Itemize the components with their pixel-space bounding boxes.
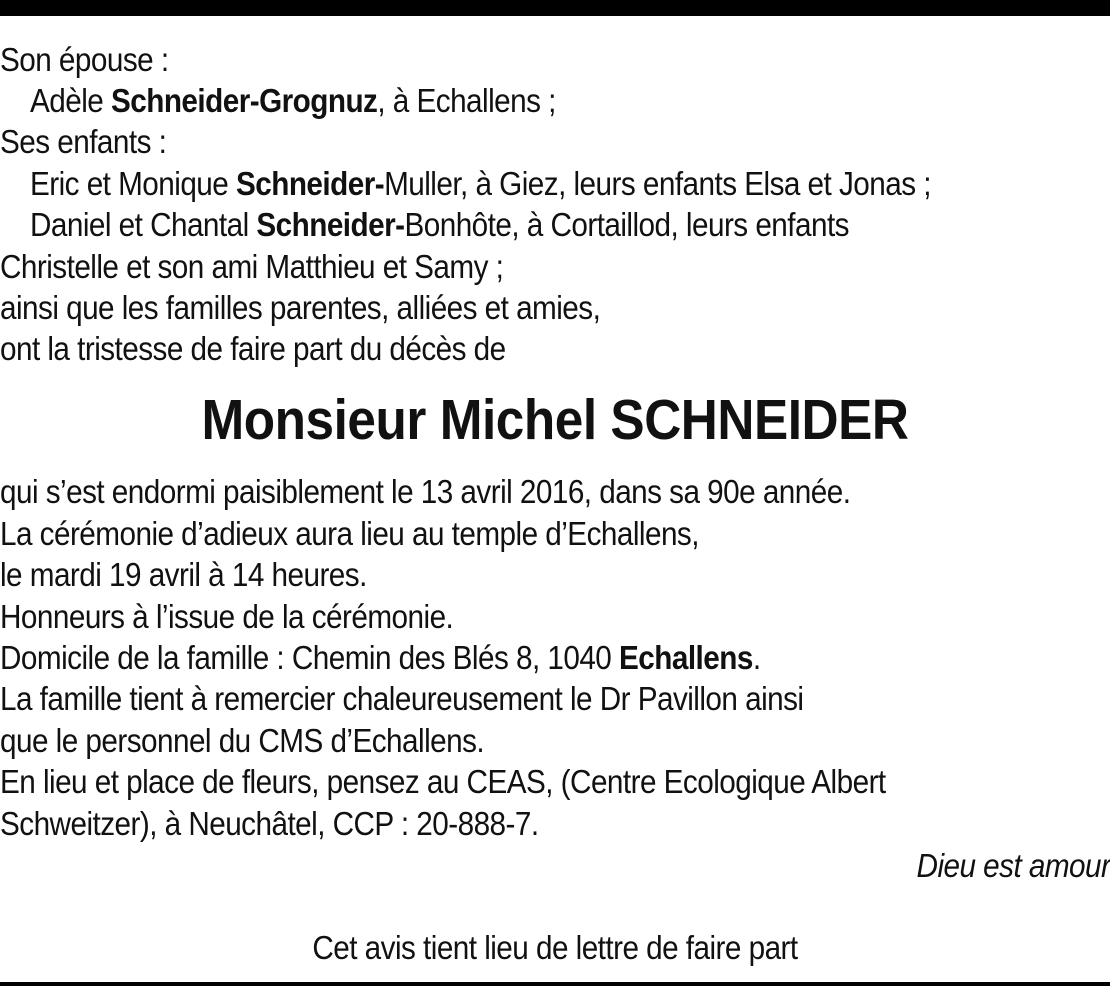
- address-line: Domicile de la famille : Chemin des Blés 8, 1040 Echallens.: [0, 639, 761, 676]
- spouse-line: Adèle Schneider-Grognuz, à Echallens ;: [30, 82, 556, 119]
- child1-line: Eric et Monique Schneider-Muller, à Giez, leurs enfants Elsa et Jonas ;: [30, 165, 931, 202]
- spouse-surname: Schneider-Grognuz: [110, 82, 378, 119]
- child2-line: Daniel et Chantal Schneider-Bonhôte, à Cortaillod, leurs enfants: [30, 206, 849, 243]
- child2-surname: Schneider-: [256, 206, 405, 243]
- ceremony-line: La cérémonie d’adieux aura lieu au temple d’Echallens,: [0, 515, 699, 552]
- donation-line: En lieu et place de fleurs, pensez au CEAS, (Centre Ecologique Albert: [0, 763, 886, 800]
- relatives-line: ainsi que les familles parentes, alliées et amies,: [0, 289, 601, 326]
- announcement-line: ont la tristesse de faire part du décès de: [0, 330, 506, 367]
- bottom-rule: [0, 982, 1110, 986]
- spouse-heading: Son épouse :: [0, 41, 169, 78]
- honours-line: Honneurs à l’issue de la cérémonie.: [0, 598, 454, 635]
- child1-surname: Schneider-: [235, 165, 385, 202]
- death-date-line: qui s’est endormi paisiblement le 13 avril 2016, dans sa 90e année.: [0, 473, 851, 510]
- address-city: Echallens: [619, 639, 753, 676]
- thanks-line-cont: que le personnel du CMS d’Echallens.: [0, 722, 485, 759]
- donation-line-cont: Schweitzer), à Neuchâtel, CCP : 20-888-7.: [0, 805, 539, 842]
- child2-continuation: Christelle et son ami Matthieu et Samy ;: [0, 248, 504, 285]
- thanks-line: La famille tient à remercier chaleureusement le Dr Pavillon ainsi: [0, 680, 804, 717]
- ceremony-time-line: le mardi 19 avril à 14 heures.: [0, 556, 367, 593]
- deceased-name: Monsieur Michel SCHNEIDER: [201, 388, 909, 452]
- children-heading: Ses enfants :: [0, 123, 167, 160]
- notice-line: Cet avis tient lieu de lettre de faire part: [312, 929, 798, 966]
- top-rule: [0, 0, 1110, 16]
- motto: Dieu est amour: [916, 847, 1110, 884]
